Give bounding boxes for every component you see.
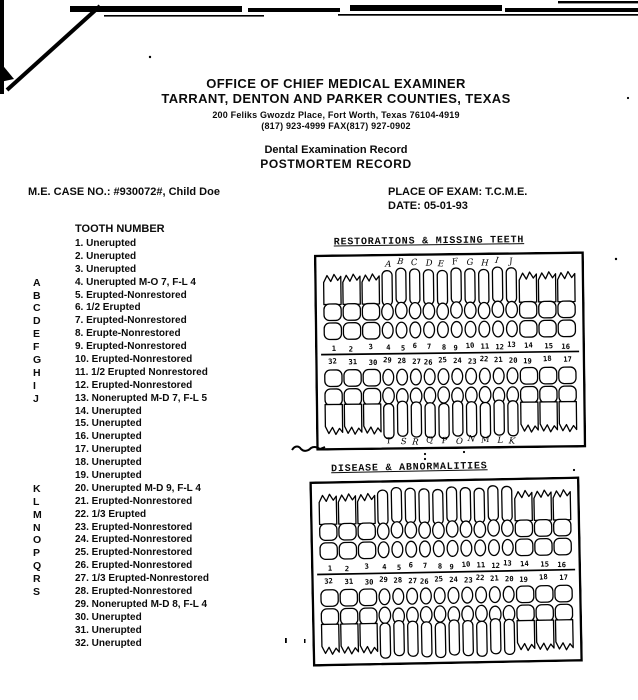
tooth-item: 6. 1/2 Erupted <box>75 302 141 314</box>
tooth-item: 11. 1/2 Erupted Nonrestored <box>75 366 208 378</box>
svg-text:J: J <box>508 256 514 268</box>
svg-text:S: S <box>400 437 407 448</box>
tooth-row <box>28 406 313 419</box>
svg-text:P: P <box>441 435 448 447</box>
office-address: 200 Feliks Gwozdz Place, Fort Worth, Texas 76104-4919 <box>212 110 460 120</box>
svg-text:O: O <box>455 436 464 448</box>
tooth-letter: K <box>33 482 41 495</box>
tooth-row <box>28 483 313 496</box>
disease-chart <box>309 459 589 671</box>
svg-text:24: 24 <box>449 574 459 585</box>
svg-text:14: 14 <box>519 558 530 569</box>
svg-text:K: K <box>508 436 516 447</box>
tooth-letter: O <box>33 534 42 547</box>
svg-text:5: 5 <box>400 343 406 353</box>
tooth-letter <box>28 251 75 264</box>
svg-text:6: 6 <box>408 560 414 570</box>
tooth-letter: N <box>33 521 41 534</box>
svg-text:21: 21 <box>493 354 503 365</box>
svg-text:1: 1 <box>331 343 337 353</box>
letterhead <box>34 76 638 171</box>
tooth-item: 27. 1/3 Erupted-Nonrestored <box>75 573 209 585</box>
tooth-item: 25. Erupted-Nonrestored <box>75 547 193 559</box>
tooth-item: 26. Erupted-Nonrestored <box>75 560 193 572</box>
tooth-letter <box>28 238 75 251</box>
tooth-letter: I <box>33 379 36 392</box>
svg-text:4: 4 <box>381 562 387 572</box>
svg-text:15: 15 <box>544 341 554 351</box>
tooth-letter: R <box>33 573 41 586</box>
tooth-letter: C <box>33 302 41 315</box>
svg-text:10: 10 <box>465 340 475 351</box>
tooth-letter <box>28 625 75 638</box>
svg-text:M: M <box>480 434 491 446</box>
tooth-letter <box>28 264 75 277</box>
record-subtype-title: POSTMORTEM RECORD <box>260 157 412 171</box>
svg-text:13: 13 <box>506 339 517 350</box>
tooth-letter: J <box>33 392 39 405</box>
tooth-row <box>28 277 313 290</box>
svg-text:28: 28 <box>397 355 407 366</box>
exam-date: DATE: 05-01-93 <box>388 200 468 212</box>
tooth-row <box>28 315 313 328</box>
svg-text:32: 32 <box>323 576 334 586</box>
svg-text:25: 25 <box>437 354 448 365</box>
tooth-row <box>28 612 313 625</box>
svg-text:18: 18 <box>542 353 552 364</box>
tooth-item: 14. Unerupted <box>75 405 142 417</box>
svg-text:A: A <box>385 259 392 270</box>
case-number: M.E. CASE NO.: #930072#, Child Doe <box>28 186 220 198</box>
tooth-list-rows <box>28 238 313 651</box>
svg-text:19: 19 <box>523 356 532 366</box>
tooth-letter: A <box>33 276 41 289</box>
svg-text:13: 13 <box>502 558 512 568</box>
tooth-row <box>28 534 313 547</box>
svg-text:23: 23 <box>467 356 477 366</box>
svg-text:2: 2 <box>348 344 354 354</box>
svg-text:5: 5 <box>396 562 402 572</box>
tooth-item: 4. Unerupted M-O 7, F-L 4 <box>75 276 196 288</box>
tooth-row <box>28 496 313 509</box>
svg-text:9: 9 <box>453 343 458 353</box>
tooth-item: 22. 1/3 Erupted <box>75 508 147 520</box>
tooth-row <box>28 586 313 599</box>
svg-text:22: 22 <box>479 353 489 364</box>
tooth-letter: P <box>33 547 41 560</box>
tooth-letter <box>28 418 75 431</box>
svg-text:26: 26 <box>419 576 429 586</box>
tooth-letter: H <box>33 366 41 379</box>
svg-text:22: 22 <box>475 572 485 583</box>
tooth-letter <box>28 406 75 419</box>
svg-text:C: C <box>410 257 419 269</box>
tooth-letter <box>28 599 75 612</box>
tooth-row <box>28 251 313 264</box>
svg-text:30: 30 <box>364 577 374 587</box>
tooth-item: 16. Unerupted <box>75 431 142 443</box>
tooth-row <box>28 638 313 651</box>
svg-text:B: B <box>396 256 405 268</box>
svg-text:Q: Q <box>425 435 434 446</box>
tooth-row <box>28 560 313 573</box>
svg-text:8: 8 <box>441 342 447 352</box>
tooth-row <box>28 522 313 535</box>
svg-text:20: 20 <box>508 355 518 365</box>
svg-text:H: H <box>481 258 489 269</box>
tooth-letter: B <box>33 289 41 302</box>
tooth-item: 12. Erupted-Nonrestored <box>75 379 193 391</box>
restorations-chart-figure <box>314 251 586 450</box>
record-type-title: Dental Examination Record <box>264 144 408 156</box>
tooth-row <box>28 625 313 638</box>
tooth-item: 32. Unerupted <box>75 637 142 649</box>
svg-text:26: 26 <box>423 357 433 367</box>
svg-text:3: 3 <box>368 341 374 352</box>
tooth-item: 3. Unerupted <box>75 263 137 275</box>
tooth-row <box>28 431 313 444</box>
office-name-line2: TARRANT, DENTON AND PARKER COUNTIES, TEXAS <box>161 91 511 106</box>
svg-text:F: F <box>451 256 459 268</box>
svg-text:16: 16 <box>557 560 567 570</box>
tooth-item: 7. Erupted-Nonrestored <box>75 315 187 327</box>
tooth-letter: F <box>33 341 40 354</box>
tooth-item: 13. Nonerupted M-D 7, F-L 5 <box>75 392 208 404</box>
tooth-row <box>28 393 313 406</box>
tooth-item: 10. Erupted-Nonrestored <box>75 354 193 366</box>
tooth-letter <box>28 470 75 483</box>
tooth-letter <box>28 638 75 651</box>
svg-text:7: 7 <box>426 341 432 351</box>
tooth-row <box>28 328 313 341</box>
svg-text:G: G <box>466 257 474 268</box>
tooth-letter: M <box>33 508 42 521</box>
svg-text:21: 21 <box>489 573 500 583</box>
tooth-letter: D <box>33 315 41 328</box>
svg-text:10: 10 <box>461 559 471 570</box>
tooth-row <box>28 354 313 367</box>
svg-text:31: 31 <box>348 357 358 367</box>
svg-text:6: 6 <box>412 340 418 351</box>
svg-text:29: 29 <box>382 355 393 365</box>
tooth-row <box>28 380 313 393</box>
svg-text:3: 3 <box>364 561 370 571</box>
tooth-row <box>28 238 313 251</box>
tooth-letter <box>28 431 75 444</box>
svg-text:25: 25 <box>433 573 444 584</box>
disease-chart-title: DISEASE & ABNORMALITIES <box>331 461 488 476</box>
svg-text:I: I <box>494 255 500 267</box>
tooth-item: 1. Unerupted <box>75 238 137 249</box>
svg-text:16: 16 <box>561 341 571 352</box>
svg-text:N: N <box>467 433 476 445</box>
svg-text:8: 8 <box>437 561 443 571</box>
office-name-line1: OFFICE OF CHIEF MEDICAL EXAMINER <box>206 76 466 91</box>
tooth-letter: S <box>33 586 41 599</box>
tooth-item: 31. Unerupted <box>75 624 142 636</box>
tooth-item: 2. Unerupted <box>75 250 137 262</box>
tooth-item: 8. Erupte-Nonrestored <box>75 328 181 340</box>
tooth-row <box>28 470 313 483</box>
tooth-row <box>28 509 313 522</box>
svg-text:11: 11 <box>476 560 486 570</box>
tooth-item: 9. Erupted-Nonrestored <box>75 341 187 353</box>
tooth-item: 21. Erupted-Nonrestored <box>75 495 193 507</box>
svg-text:4: 4 <box>385 342 391 352</box>
tooth-row <box>28 341 313 354</box>
tooth-item: 15. Unerupted <box>75 418 142 430</box>
tooth-item: 18. Unerupted <box>75 457 142 469</box>
svg-text:24: 24 <box>452 355 462 366</box>
tooth-letter: L <box>33 495 40 508</box>
svg-text:12: 12 <box>491 561 501 571</box>
svg-text:1: 1 <box>327 563 333 573</box>
office-phone: (817) 923-4999 FAX(817) 927-0902 <box>261 121 411 131</box>
svg-text:30: 30 <box>368 357 378 367</box>
tooth-row <box>28 547 313 560</box>
tooth-letter: Q <box>33 560 42 573</box>
svg-text:T: T <box>385 436 393 447</box>
tooth-item: 30. Unerupted <box>75 611 142 623</box>
svg-text:15: 15 <box>540 559 550 569</box>
svg-text:27: 27 <box>412 356 421 366</box>
restorations-chart-title: RESTORATIONS & MISSING TEETH <box>333 235 525 249</box>
tooth-row <box>28 302 313 315</box>
tooth-letter <box>28 612 75 625</box>
tooth-item: 20. Unerupted M-D 9, F-L 4 <box>75 482 201 494</box>
svg-text:28: 28 <box>393 575 403 585</box>
tooth-row <box>28 599 313 612</box>
svg-text:11: 11 <box>480 341 490 351</box>
tooth-row <box>28 290 313 303</box>
svg-text:19: 19 <box>519 574 529 584</box>
svg-text:14: 14 <box>523 340 534 350</box>
svg-text:2: 2 <box>344 564 350 574</box>
svg-text:R: R <box>411 437 420 448</box>
place-of-exam: PLACE OF EXAM: T.C.M.E. <box>388 186 528 198</box>
tooth-row <box>28 444 313 457</box>
tooth-letter <box>28 444 75 457</box>
svg-text:12: 12 <box>495 342 505 352</box>
tooth-item: 19. Unerupted <box>75 470 142 482</box>
tooth-row <box>28 264 313 277</box>
svg-text:18: 18 <box>538 571 549 582</box>
tooth-row <box>28 457 313 470</box>
tooth-item: 24. Erupted-Nonrestored <box>75 534 193 546</box>
tooth-item: 29. Nonerupted M-D 8, F-L 4 <box>75 598 208 610</box>
tooth-number-list <box>28 223 313 651</box>
svg-text:27: 27 <box>408 576 418 586</box>
tooth-list-title: TOOTH NUMBER <box>75 223 165 235</box>
svg-text:29: 29 <box>378 574 389 585</box>
svg-text:32: 32 <box>327 356 338 366</box>
svg-text:E: E <box>437 259 445 270</box>
tooth-letter: G <box>33 354 42 367</box>
disease-chart-figure <box>309 476 583 666</box>
tooth-item: 17. Unerupted <box>75 444 142 456</box>
tooth-item: 28. Erupted-Nonrestored <box>75 586 193 598</box>
svg-text:17: 17 <box>563 354 573 364</box>
svg-text:7: 7 <box>422 560 428 571</box>
tooth-letter <box>28 457 75 470</box>
svg-text:L: L <box>497 435 504 446</box>
tooth-item: 23. Erupted-Nonrestored <box>75 521 193 533</box>
tooth-row <box>28 573 313 586</box>
tooth-item: 5. Erupted-Nonrestored <box>75 289 187 301</box>
svg-text:17: 17 <box>559 572 569 582</box>
svg-text:31: 31 <box>344 576 354 587</box>
svg-text:23: 23 <box>464 575 473 585</box>
restorations-chart <box>314 234 593 455</box>
svg-text:9: 9 <box>449 562 454 572</box>
svg-text:D: D <box>425 258 433 269</box>
svg-text:20: 20 <box>504 574 514 584</box>
tooth-row <box>28 367 313 380</box>
tooth-row <box>28 418 313 431</box>
tooth-letter: E <box>33 328 41 341</box>
